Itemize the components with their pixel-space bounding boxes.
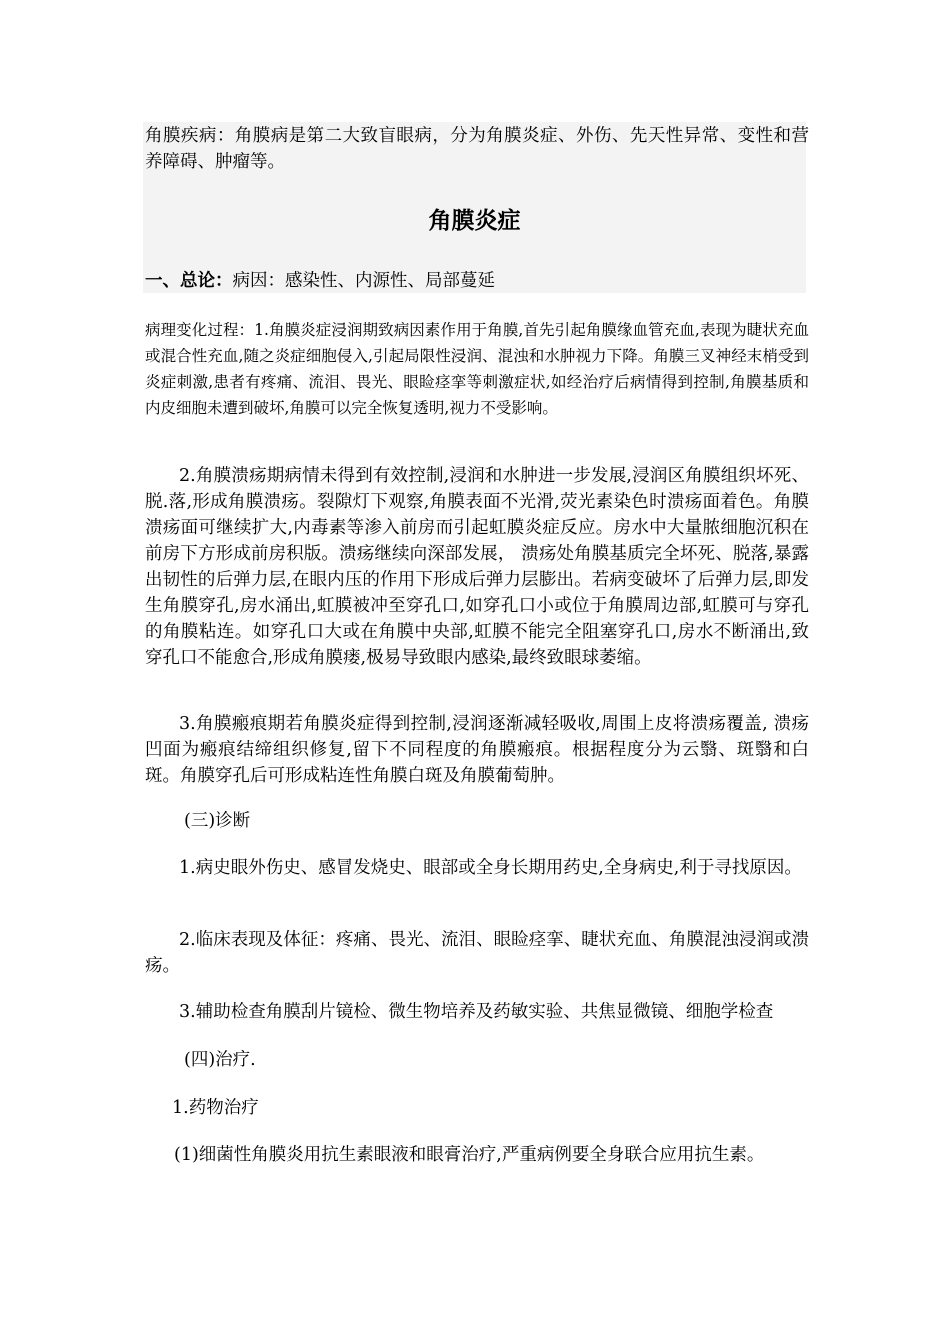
treatment-item-1: 1.药物治疗 [172, 1098, 259, 1118]
ulcer-paragraph: 2.角膜溃疡期病情未得到有效控制,浸润和水肿进一步发展,浸润区角膜组织坏死、脱.落,形成角膜溃疡。裂隙灯下观察,角膜表面不光滑,荧光素染色时溃疡面着色。角膜溃疡面可继续扩大,内毒素等渗入前房而引起虹膜炎症反应。房水中大量脓细胞沉积在前房下方形成前房积版。溃疡继续向深部发展， 溃疡处角膜基质完全坏死、脱落,暴露出韧性的后弹力层,在眼内压的作用下形成后弹力层膨出。若病变破坏了后弹力层,即发生角膜穿孔,房水涌出,虹膜被冲至穿孔口,如穿孔口小或位于角膜周边部,虹膜可与穿孔的角膜粘连。如穿孔口大或在角膜中央部,虹膜不能完全阻塞穿孔口,房水不断涌出,致穿孔口不能愈合,形成角膜瘘,极易导致眼内感染,最终致眼球萎缩。 [145, 466, 809, 668]
section-overview [145, 268, 809, 294]
treatment-heading: (四)治疗. [184, 1050, 256, 1070]
scar-paragraph: 3.角膜瘢痕期若角膜炎症得到控制,浸润逐渐减轻吸收,周围上皮将溃疡覆盖, 溃疡凹面为瘢痕结缔组织修复,留下不同程度的角膜瘢痕。根据程度分为云翳、斑翳和白斑。角膜穿孔后可形成粘连性角膜白斑及角膜葡萄肿。 [145, 714, 809, 786]
diagnosis-item-1: 1.病史眼外伤史、感冒发烧史、眼部或全身长期用药史,全身病史,利于寻找原因。 [179, 858, 802, 878]
diagnosis-item-2: 2.临床表现及体征：疼痛、畏光、流泪、眼睑痉挛、睫状充血、角膜混浊浸润或溃疡。 [145, 930, 809, 976]
intro-paragraph: 角膜疾病：角膜病是第二大致盲眼病，分为角膜炎症、外伤、先天性异常、变性和营养障碍、肿瘤等。 [145, 126, 809, 172]
diagnosis-heading: (三)诊断 [184, 811, 251, 831]
treatment-item-1a: (1)细菌性角膜炎用抗生素眼液和眼膏治疗,严重病例要全身联合应用抗生素。 [174, 1145, 765, 1165]
section-lead: 一、总论： [145, 271, 233, 291]
pathology-text: 病理变化过程：1.角膜炎症浸润期致病因素作用于角膜,首先引起角膜缘血管充血,表现为睫状充血或混合性充血,随之炎症细胞侵入,引起局限性浸润、混浊和水肿视力下降。角膜三叉神经末梢受到炎症刺激,患者有疼痛、流泪、畏光、眼睑痉挛等刺激症状,如经治疗后病情得到控制,角膜基质和内皮细胞未遭到破坏,角膜可以完全恢复透明,视力不受影响。 [145, 321, 809, 417]
diagnosis-item-3: 3.辅助检查角膜刮片镜检、微生物培养及药敏实验、共焦显微镜、细胞学检查 [179, 1002, 774, 1022]
page-title: 角膜炎症 [428, 208, 521, 234]
pathology-paragraph [145, 317, 809, 421]
section-text: 病因：感染性、内源性、局部蔓延 [232, 271, 495, 291]
